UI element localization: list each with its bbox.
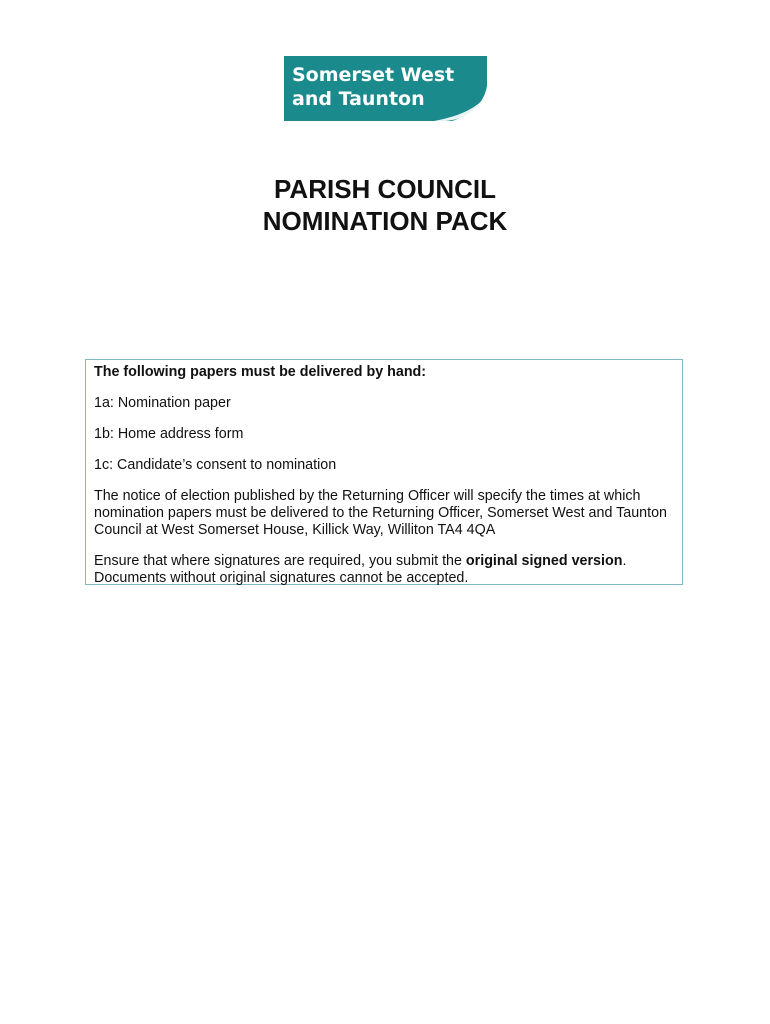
paper-item-1b: 1b: Home address form — [94, 426, 244, 442]
paper-item-1c: 1c: Candidate’s consent to nomination — [94, 457, 337, 473]
signature-text-suffix: . — [622, 553, 627, 569]
council-logo-graphic — [284, 56, 487, 121]
delivery-notice-box — [85, 359, 683, 585]
delivery-instructions: The notice of election published by the Returning Officer will specify the times at which nomination papers must be delivered to the Returning Officer, Somerset West and Taunton Council at West Somerset House, Killick Way, Williton TA4 4QA — [94, 488, 667, 538]
title-line-1: PARISH COUNCIL — [274, 174, 496, 204]
paper-item-1a: 1a: Nomination paper — [94, 395, 231, 411]
signature-text-line-2: Documents without original signatures cannot be accepted. — [94, 570, 469, 586]
page-title — [0, 173, 770, 237]
council-logo — [284, 56, 487, 121]
logo-line-2: and Taunton — [292, 88, 425, 110]
notice-intro: The following papers must be delivered by hand: — [94, 364, 427, 380]
logo-line-1: Somerset West — [292, 64, 455, 86]
signature-text-bold: original signed version — [465, 553, 623, 569]
title-line-2: NOMINATION PACK — [262, 206, 508, 236]
signature-requirement — [94, 553, 674, 587]
signature-text-prefix: Ensure that where signatures are required, you submit the — [94, 553, 466, 569]
